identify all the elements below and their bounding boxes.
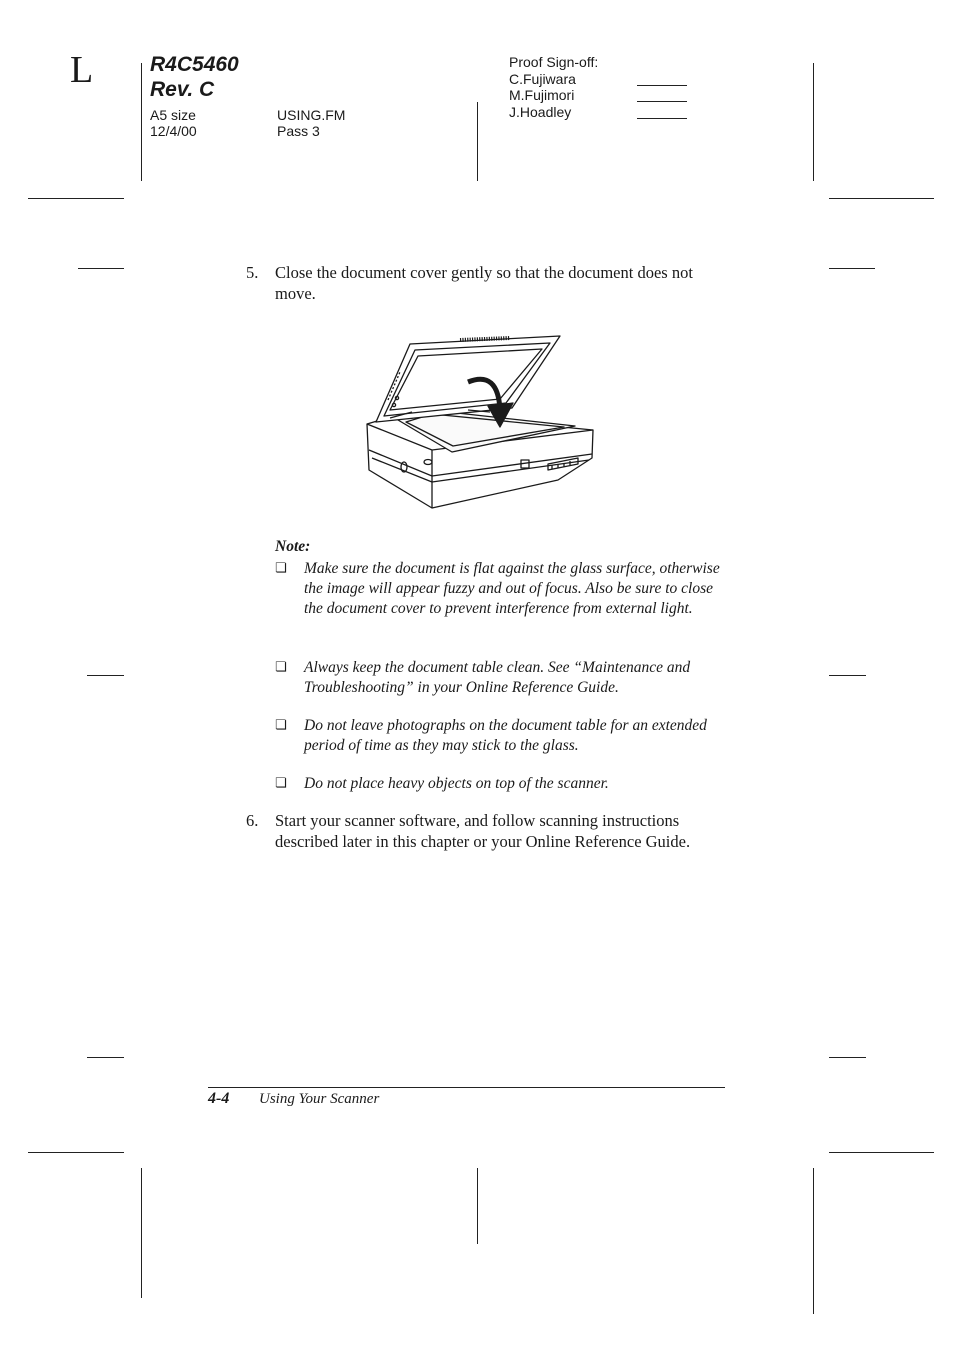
header-rule [813, 63, 814, 181]
crop-mark [829, 675, 866, 676]
note-item-text: Do not place heavy objects on top of the scanner. [304, 775, 609, 792]
crop-mark [141, 1168, 142, 1298]
file-name: USING.FM [277, 107, 346, 123]
crop-mark [87, 1057, 124, 1058]
document-code [150, 52, 239, 102]
crop-mark [87, 675, 124, 676]
paper-size: A5 size [150, 107, 196, 123]
signer-name: M.Fujimori [509, 87, 575, 103]
crop-mark [813, 1168, 814, 1314]
header-rule [477, 102, 478, 181]
proof-signoff-title: Proof Sign-off: [509, 54, 599, 70]
scanner-closing-cover-illustration [360, 330, 600, 515]
note-list-item [275, 559, 735, 620]
signature-line [637, 101, 687, 102]
crop-mark [477, 1168, 478, 1244]
signature-line [637, 85, 687, 86]
crop-mark [78, 268, 124, 269]
page-number: 4-4 [208, 1090, 230, 1107]
checkbox-bullet-icon: ❏ [275, 660, 287, 675]
crop-mark [829, 1152, 934, 1153]
note-title: Note: [275, 538, 311, 555]
note-list-item [275, 774, 735, 794]
step-number: 5. [246, 263, 259, 282]
note-list-item [275, 716, 735, 756]
header-rule [141, 63, 142, 181]
footer-rule [208, 1087, 725, 1088]
checkbox-bullet-icon: ❏ [275, 718, 287, 733]
document-revision: Rev. C [150, 78, 215, 101]
note-item-text: Do not leave photographs on the document table for an extended period of time as they may stick to the glass. [304, 717, 707, 755]
note-item-text: Always keep the document table clean. See “Maintenance and Troubleshooting” in your Online Reference Guide. [304, 659, 691, 697]
chapter-title: Using Your Scanner [259, 1091, 380, 1107]
signature-line [637, 118, 687, 119]
crop-mark [28, 1152, 124, 1153]
document-code-line1: R4C5460 [150, 53, 239, 76]
step-number: 6. [246, 811, 259, 830]
note-item-text: Make sure the document is flat against the glass surface, otherwise the image will appear fuzzy and out of focus. Also be sure to close the document cover to prevent interference from external light. [304, 560, 720, 618]
step-text: Start your scanner software, and follow scanning instructions described later in this chapter or your Online Reference Guide. [275, 811, 691, 851]
signer-name: C.Fujiwara [509, 71, 576, 87]
crop-mark [28, 198, 124, 199]
checkbox-bullet-icon: ❏ [275, 776, 287, 791]
note-list-item [275, 658, 735, 698]
checkbox-bullet-icon: ❏ [275, 561, 287, 576]
print-date: 12/4/00 [150, 123, 197, 139]
crop-mark [829, 198, 934, 199]
signer-name: J.Hoadley [509, 104, 572, 120]
crop-mark [829, 1057, 866, 1058]
pass-number: Pass 3 [277, 123, 320, 139]
corner-letter: L [70, 49, 94, 91]
crop-mark [829, 268, 875, 269]
step-text: Close the document cover gently so that the document does not move. [275, 263, 693, 303]
